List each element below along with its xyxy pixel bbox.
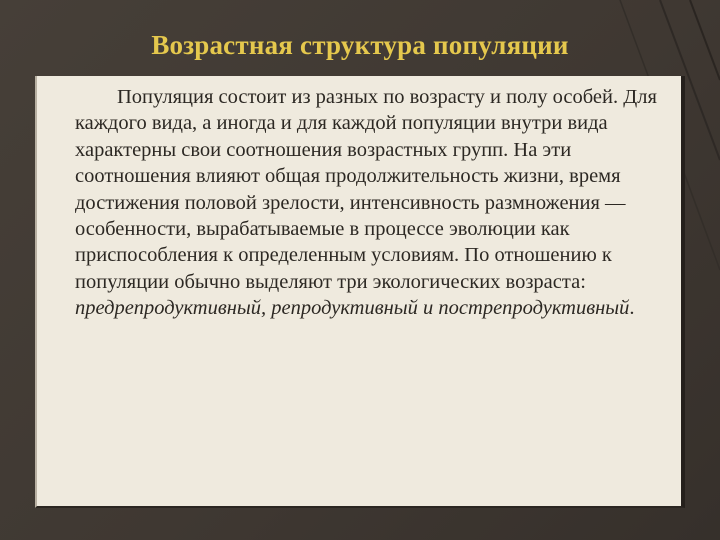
body-text-main: Популяция состоит из разных по возрасту и полу особей. Для каждого вида, а иногда и для каждой популяции внутри вида характерны свои соотношения возрастных групп. На эти соотношения влияют общая продолжительность жизни, время достижения половой зрелости, интенсивность размножения — особенности, вырабатываемые в процессе эволюции как приспособления к определенным условиям. По отношению к популяции обычно выделяют три экологических возраста:	[75, 86, 657, 293]
end-punctuation: .	[629, 297, 635, 320]
body-paragraph	[75, 84, 675, 322]
content-box	[35, 76, 685, 508]
slide-title: Возрастная структура популяции	[151, 30, 569, 60]
age-groups-terms: предрепродуктивный, репродуктивный и пострепродуктивный	[75, 297, 630, 320]
